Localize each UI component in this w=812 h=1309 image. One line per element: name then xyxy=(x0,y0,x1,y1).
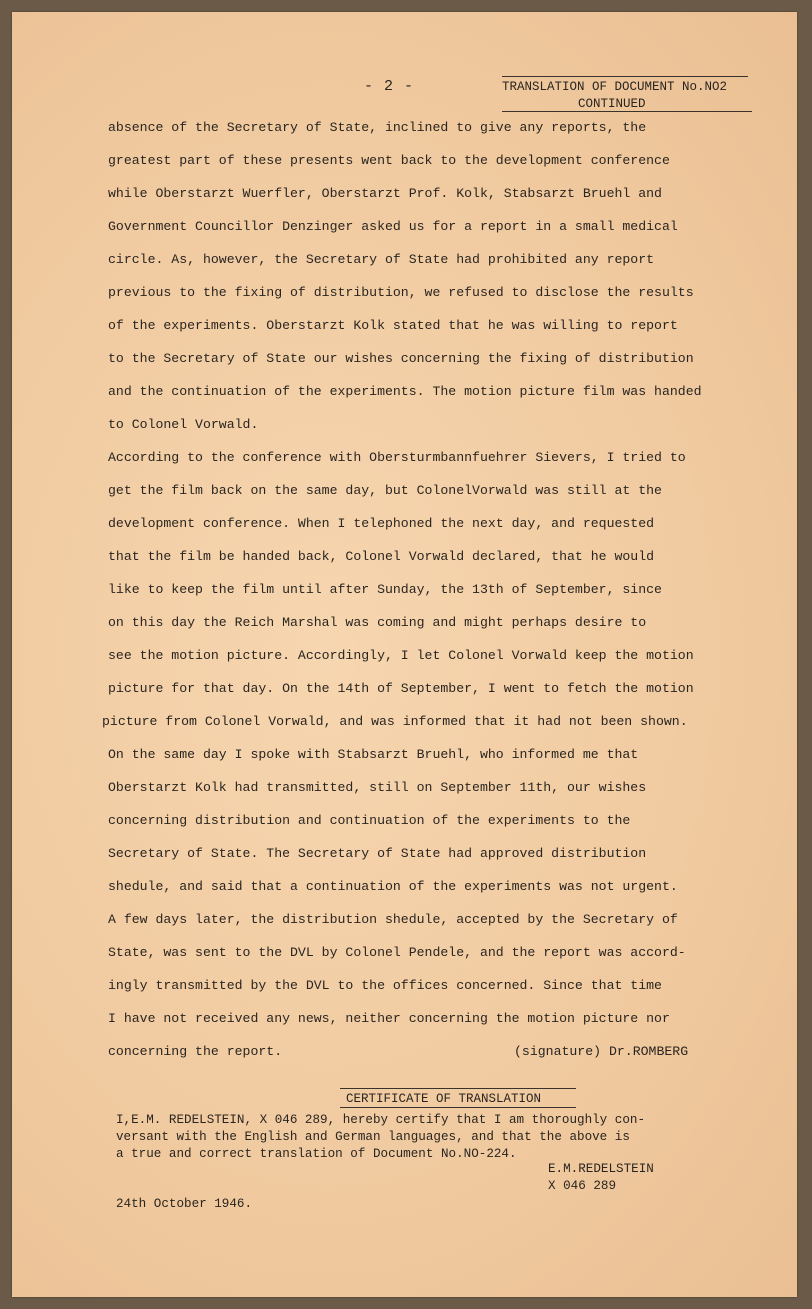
page-number: - 2 - xyxy=(364,78,415,95)
document-title: TRANSLATION OF DOCUMENT No.NO2 xyxy=(502,80,728,94)
body-line: and the continuation of the experiments. The motion picture film was handed xyxy=(108,384,702,399)
body-line: picture from Colonel Vorwald, and was informed that it had not been shown. xyxy=(102,714,688,729)
signature: (signature) Dr.ROMBERG xyxy=(514,1044,689,1059)
body-line: absence of the Secretary of State, inclined to give any reports, the xyxy=(108,120,647,135)
body-line: to the Secretary of State our wishes concerning the fixing of distribution xyxy=(108,351,694,366)
body-line: shedule, and said that a continuation of the experiments was not urgent. xyxy=(108,879,678,894)
body-line: that the film be handed back, Colonel Vorwald declared, that he would xyxy=(108,549,655,564)
certificate-rule-bottom xyxy=(340,1107,576,1108)
body-line: picture for that day. On the 14th of September, I went to fetch the motion xyxy=(108,681,694,696)
header-rule-top xyxy=(502,76,748,77)
body-line: greatest part of these presents went back to the development conference xyxy=(108,153,670,168)
body-line: get the film back on the same day, but ColonelVorwald was still at the xyxy=(108,483,662,498)
translator-name: E.M.REDELSTEIN xyxy=(548,1162,654,1176)
header-rule-bottom xyxy=(502,111,752,112)
body-line: like to keep the film until after Sunday, the 13th of September, since xyxy=(108,582,662,597)
body-line: concerning distribution and continuation of the experiments to the xyxy=(108,813,631,828)
body-line: On the same day I spoke with Stabsarzt Bruehl, who informed me that xyxy=(108,747,639,762)
body-line: State, was sent to the DVL by Colonel Pendele, and the report was accord- xyxy=(108,945,686,960)
body-line: on this day the Reich Marshal was coming and might perhaps desire to xyxy=(108,615,647,630)
body-line: Oberstarzt Kolk had transmitted, still on September 11th, our wishes xyxy=(108,780,647,795)
body-line: previous to the fixing of distribution, we refused to disclose the results xyxy=(108,285,694,300)
body-line: development conference. When I telephoned the next day, and requested xyxy=(108,516,655,531)
certificate-line: versant with the English and German languages, and that the above is xyxy=(116,1130,630,1144)
body-line: concerning the report. xyxy=(108,1044,283,1059)
translator-id: X 046 289 xyxy=(548,1179,617,1193)
certificate-line: I,E.M. REDELSTEIN, X 046 289, hereby certify that I am thoroughly con- xyxy=(116,1113,646,1127)
body-line: I have not received any news, neither concerning the motion picture nor xyxy=(108,1011,670,1026)
body-line: of the experiments. Oberstarzt Kolk stated that he was willing to report xyxy=(108,318,678,333)
body-line: circle. As, however, the Secretary of State had prohibited any report xyxy=(108,252,655,267)
body-line: while Oberstarzt Wuerfler, Oberstarzt Prof. Kolk, Stabsarzt Bruehl and xyxy=(108,186,662,201)
certificate-line: a true and correct translation of Document No.NO-224. xyxy=(116,1147,517,1161)
certificate-rule-top xyxy=(340,1088,576,1089)
body-line: According to the conference with Obersturmbannfuehrer Sievers, I tried to xyxy=(108,450,686,465)
body-line: ingly transmitted by the DVL to the offices concerned. Since that time xyxy=(108,978,662,993)
certificate-date: 24th October 1946. xyxy=(116,1197,253,1211)
body-line: A few days later, the distribution shedule, accepted by the Secretary of xyxy=(108,912,678,927)
body-line: Government Councillor Denzinger asked us for a report in a small medical xyxy=(108,219,678,234)
document-subtitle: CONTINUED xyxy=(578,97,646,111)
certificate-title: CERTIFICATE OF TRANSLATION xyxy=(346,1092,542,1106)
body-line: Secretary of State. The Secretary of State had approved distribution xyxy=(108,846,647,861)
body-line: see the motion picture. Accordingly, I let Colonel Vorwald keep the motion xyxy=(108,648,694,663)
document-page xyxy=(12,12,797,1297)
body-line: to Colonel Vorwald. xyxy=(108,417,259,432)
